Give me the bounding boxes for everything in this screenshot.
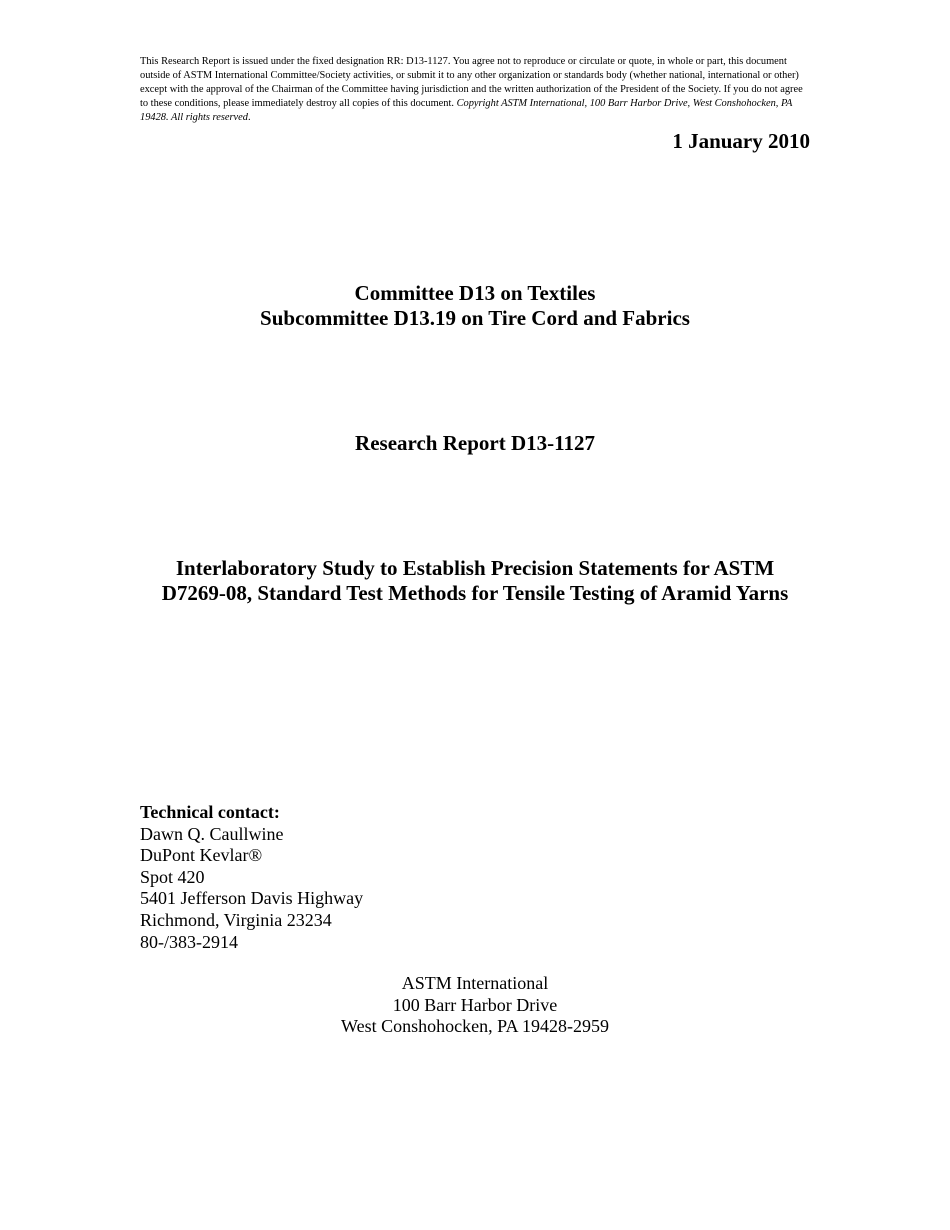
contact-name: Dawn Q. Caullwine [140, 823, 284, 844]
contact-organization: DuPont Kevlar® [140, 845, 263, 866]
contact-street: 5401 Jefferson Davis Highway [140, 888, 364, 909]
committee-block [0, 281, 950, 331]
astm-address [0, 973, 950, 1038]
astm-city: West Conshohocken, PA 19428-2959 [341, 1016, 609, 1037]
subcommittee-name: Subcommittee D13.19 on Tire Cord and Fabrics [260, 306, 690, 330]
study-title-line-1: Interlaboratory Study to Establish Precision Statements for ASTM [175, 556, 775, 580]
copyright-line: Copyright ASTM International, 100 Barr Harbor Drive, West Conshohocken, PA 19428. All rights reserved [140, 98, 793, 123]
study-title [0, 556, 950, 606]
notice-text: This Research Report is issued under the fixed designation RR: D13-1127. You agree not to reproduce or circulate or quote, in whole or part, this document outside of ASTM International Committee/Society activities, or submit it to any other organization or standards body (whether national, international or other) except with the approval of the Chairman of the Committee having jurisdiction and the written authorization of the President of the Society. If you do not agree to these conditions, please immediately destroy all copies of this document. [140, 56, 803, 109]
usage-notice: This Research Report is issued under the fixed designation RR: D13-1127. You agree not to reproduce or circulate or quote, in whole or part, this document outside of ASTM International Committee/Society activities, or submit it to any other organization or standards body (whether national, international or other) except with the approval of the Chairman of the Committee having jurisdiction and the written authorization of the President of the Society. If you do not agree to these conditions, please immediately destroy all copies of this document. Copyright ASTM International, 100 Barr Harbor Drive, West Conshohocken, PA 19428. All rights reserved. [140, 56, 803, 123]
report-number: Research Report D13-1127 [355, 431, 595, 455]
contact-phone: 80-/383-2914 [140, 931, 238, 952]
contact-heading: Technical contact: [140, 802, 280, 822]
contact-spot: Spot 420 [140, 866, 205, 887]
contact-city: Richmond, Virginia 23234 [140, 909, 332, 930]
technical-contact [140, 802, 363, 953]
report-date: 1 January 2010 [672, 129, 810, 153]
astm-name: ASTM International [401, 973, 549, 993]
astm-street: 100 Barr Harbor Drive [392, 994, 558, 1015]
committee-name: Committee D13 on Textiles [354, 281, 596, 305]
study-title-line-2: D7269-08, Standard Test Methods for Tensile Testing of Aramid Yarns [161, 581, 789, 605]
